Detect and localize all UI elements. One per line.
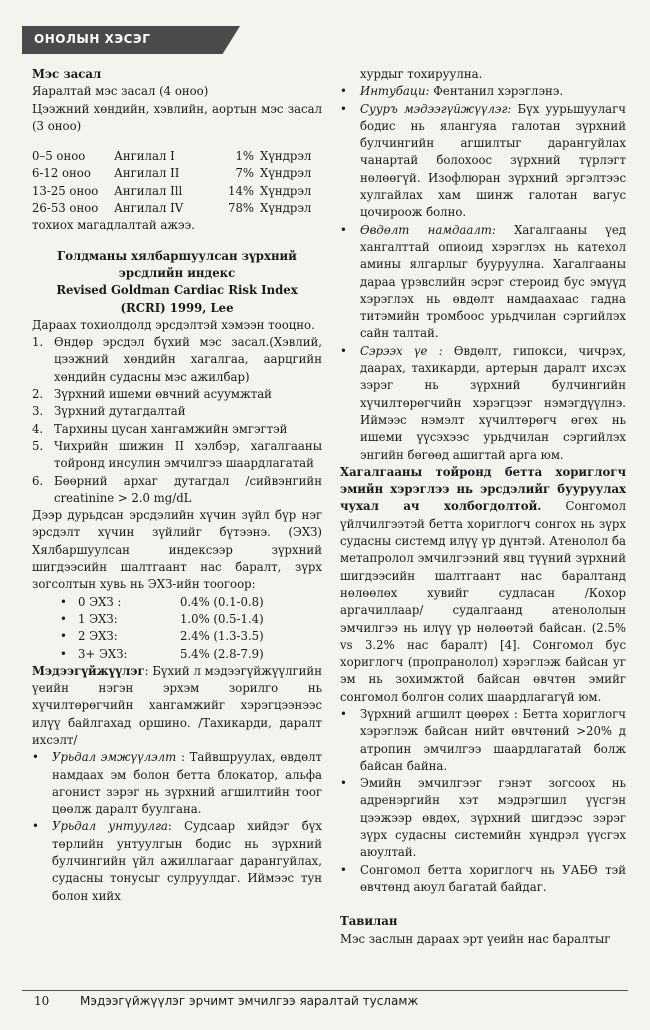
list-item: • Урьдал эмжүүлэлт : Тайвшруулах, өвдөлт намдаах эм болон бетта блокатор, альфа агонист зэрэг нь зүрхний агшилтийн тоог цөөлж даралт буулгана. [32,750,322,817]
score-class: Ангилал Ill [114,183,183,198]
score-label: Хүндрэл [260,149,312,164]
score-percent: 14% [228,183,254,198]
score-label: Хүндрэл [260,201,312,216]
list-item: • Интубаци: Фентанил хэрэглэнэ. [340,84,564,99]
list-item: 3. Зүрхний дутагдалтай [32,404,186,419]
continuation-line: хурдыг тохируулна. [360,67,483,81]
score-class: Ангилал IV [114,201,184,216]
score-class: Ангилал II [114,166,180,181]
list-item: • 2 ЭХЗ: 2.4% (1.3-3.5) [60,629,264,644]
score-row [32,183,322,200]
score-range: 6-12 оноо [32,166,91,181]
score-class: Ангилал I [114,149,175,164]
score-range: 13-25 оноо [32,183,99,198]
risk-heading: Мэс засал [32,67,102,81]
list-item: • 3+ ЭХЗ: 5.4% (2.8-7.9) [60,646,264,661]
score-row [32,165,322,182]
score-percent: 1% [235,149,254,164]
list-item: 1. Өндөр эрсдэл бүхий мэс засал.(Хэвлий, цээжний хөндийн хагалгаа, аарцгийн хөндийн судасны мэс ажилбар) [32,335,322,384]
score-percent: 7% [235,166,254,181]
score-label: Хүндрэл [260,166,312,181]
risk-paragraph: Дээр дурьдсан эрсдэлийн хүчин зүйл бүр нэг эрсдэлт хүчин зүйлийг бүтээнэ. (ЭХЗ) Хялбаршуулсан индексээр зүрхний шигдээсийн шалтгаант нас баралт, зүрх зогсолтын хувь нь ЭХЗ-ийн тоогоор: [32,508,322,592]
score-row [32,148,322,165]
list-item: 2. Зүрхний ишеми өвчний асуумжтай [32,387,272,402]
goldman-title-en: Revised Goldman Cardiac Risk Index (RCRI) 1999, Lee [56,283,298,315]
criteria-intro: Дараах тохиолдолд эрсдэлтэй хэмээн тооцно. [32,317,315,332]
outcome-text: Мэс заслын дараах эрт үеийн нас баралтыг [340,931,611,946]
list-item: • Сонгомол бетта хориглогч нь УАБӨ тэй өвчтөнд аюул багатай байдаг. [340,862,626,894]
list-item: 4. Тархины цусан хангамжийн эмгэгтэй [32,421,288,436]
risk-line-thoracic: Цээжний хөндийн, хэвлийн, аортын мэс засал (3 оноо) [32,101,322,133]
risk-line-emergency: Яаралтай мэс засал (4 оноо) [32,84,209,99]
right-column [340,66,626,948]
score-range: 26-53 оноо [32,201,99,216]
list-item: • Урьдал унтуулга: Судсаар хийдэг бүх төрлийн унтуулгын бодис нь зүрхний булчингийн үйл ажиллагааг дарангуйлах, судасны тонусыг сулруулдаг. Иймээс тун болон хийх [32,819,322,903]
goldman-title-mn: Голдманы хялбаршуулсан зүрхний эрсдлийн индекс [57,248,297,280]
score-row [32,200,322,217]
left-column [32,66,322,905]
anesthesia-paragraph: Мэдээгүйжүүлэг: Бүхий л мэдээгүйжүүлгийн үеийн нэгэн эрхэм зорилго нь хүчилтөрөгчийн хангамжийг хэрэгцээнээс илүү байлгахад оршино. /Тахикарди, даралт ихсэлт/ [32,663,322,747]
page-number: 10 [34,994,50,1008]
beta-blocker-paragraph: Хагалгааны тойронд бетта хориглогч эмийн хэрэглээ нь эрсдэлийг бууруулах чухал ач холбогдолтой. Сонгомол үйлчилгээтэй бетта хориглогч сонгох нь зүрх судасны системд илүү үр дүнтэй. Атенолол ба метапролол эмчилгээний явц түүний зүрхний шигдээсийн шалтгаант нас баралтанд нөлөөлөх хувийг судласан /Кохор аргачиллаар/ судалгаанд атенололын эмчилгээ нь илүү үр нөлөөтэй байсан. (2.5% vs 3.2% нас баралт) [4]. Сонгомол бус хориглогч (пропранолол) хэрэглэж байсан уг эм нь зохимжтой байсан өвчтөн эмийг сонгомол болгон солих шаардлагагүй юм. [340,464,626,704]
list-item: • 0 ЭХЗ : 0.4% (0.1-0.8) [60,594,264,609]
criteria-list [32,334,322,507]
score-range: 0–5 оноо [32,149,86,164]
ehz-list [32,594,322,663]
list-item: • Эмийн эмчилгээг гэнэт зогсоох нь адренэргийн хэт мэдрэгшил үүсгэн цээжээр өвдөх, зүрхний шигдээс зэрэг зүрх судасны системийн хүндрэл үүсгэх аюултай. [340,776,626,860]
list-item: 6. Бөөрний архаг дутагдал /сийвэнгийн creatinine > 2.0 mg/dL [32,473,322,505]
score-percent: 78% [228,201,254,216]
outcome-heading: Тавилан [340,914,398,929]
book-title: Мэдээгүйжүүлэг эрчимт эмчилгээ яаралтай тусламж [80,994,419,1008]
list-item: • Сууръ мэдээгүйжүүлэг: Бүх уурьшуулагч бодис нь ялангуяа галотан зүрхний булчингийн агшилтыг дарангуйлах чанартай болохоос зүрхний түрлэгт нөлөөгүй. Изофлюран зүрхний эргэлтээс хулгайлах хам шинж галотан вагус цочироож болно. [340,101,626,220]
list-item: • Сэрээх үе : Өвдөлт, гипокси, чичрэх, даарах, тахикарди, артерын даралт ихсэх зэрэг нь зүрхний булчингийн хүчилтөрөгчийн хэрэгцээг нэмэгдүүлнэ. Иймээс нэмэлт хүчилтөрөгч өгөх нь ишеми үүсэхээс урьдчилан сэргийлэх энгийн бөгөөд ашигтай арга юм. [340,343,626,462]
score-table [32,148,322,217]
section-header-title: ОНОЛЫН ХЭСЭГ [34,32,151,46]
list-item: • 1 ЭХЗ: 1.0% (0.5-1.4) [60,611,264,626]
footer-divider [22,990,628,991]
list-item: • Өвдөлт намдаалт: Хагалгааны үед хангалттай опиоид хэрэглэх нь катехол амины ялгарлыг бууруулна. Хагалгааны дараа үрэвслийн эсрэг стероид бус эмүүд хэрэглэх нь өвдөлт намдаахаас гадна титэмийн тромбоос урьдчилан сэргийлэх сайн талтай. [340,222,627,341]
anesthesia-stage-list [340,83,626,464]
premedication-list [32,749,322,905]
list-item: 5. Чихрийн шижин II хэлбэр, хагалгааны тойронд инсулин эмчилгээ шаардлагатай [32,438,322,471]
beta-blocker-list [340,706,626,896]
score-tail: тохиох магадлалтай ажээ. [32,218,195,233]
list-item: • Зүрхний агшилт цөөрөх : Бетта хориглогч хэрэглэж байсан нийт өвчтөний >20% д атропин эмчилгээ шаардлагатай болж байсан байна. [340,706,626,773]
score-label: Хүндрэл [260,183,312,198]
